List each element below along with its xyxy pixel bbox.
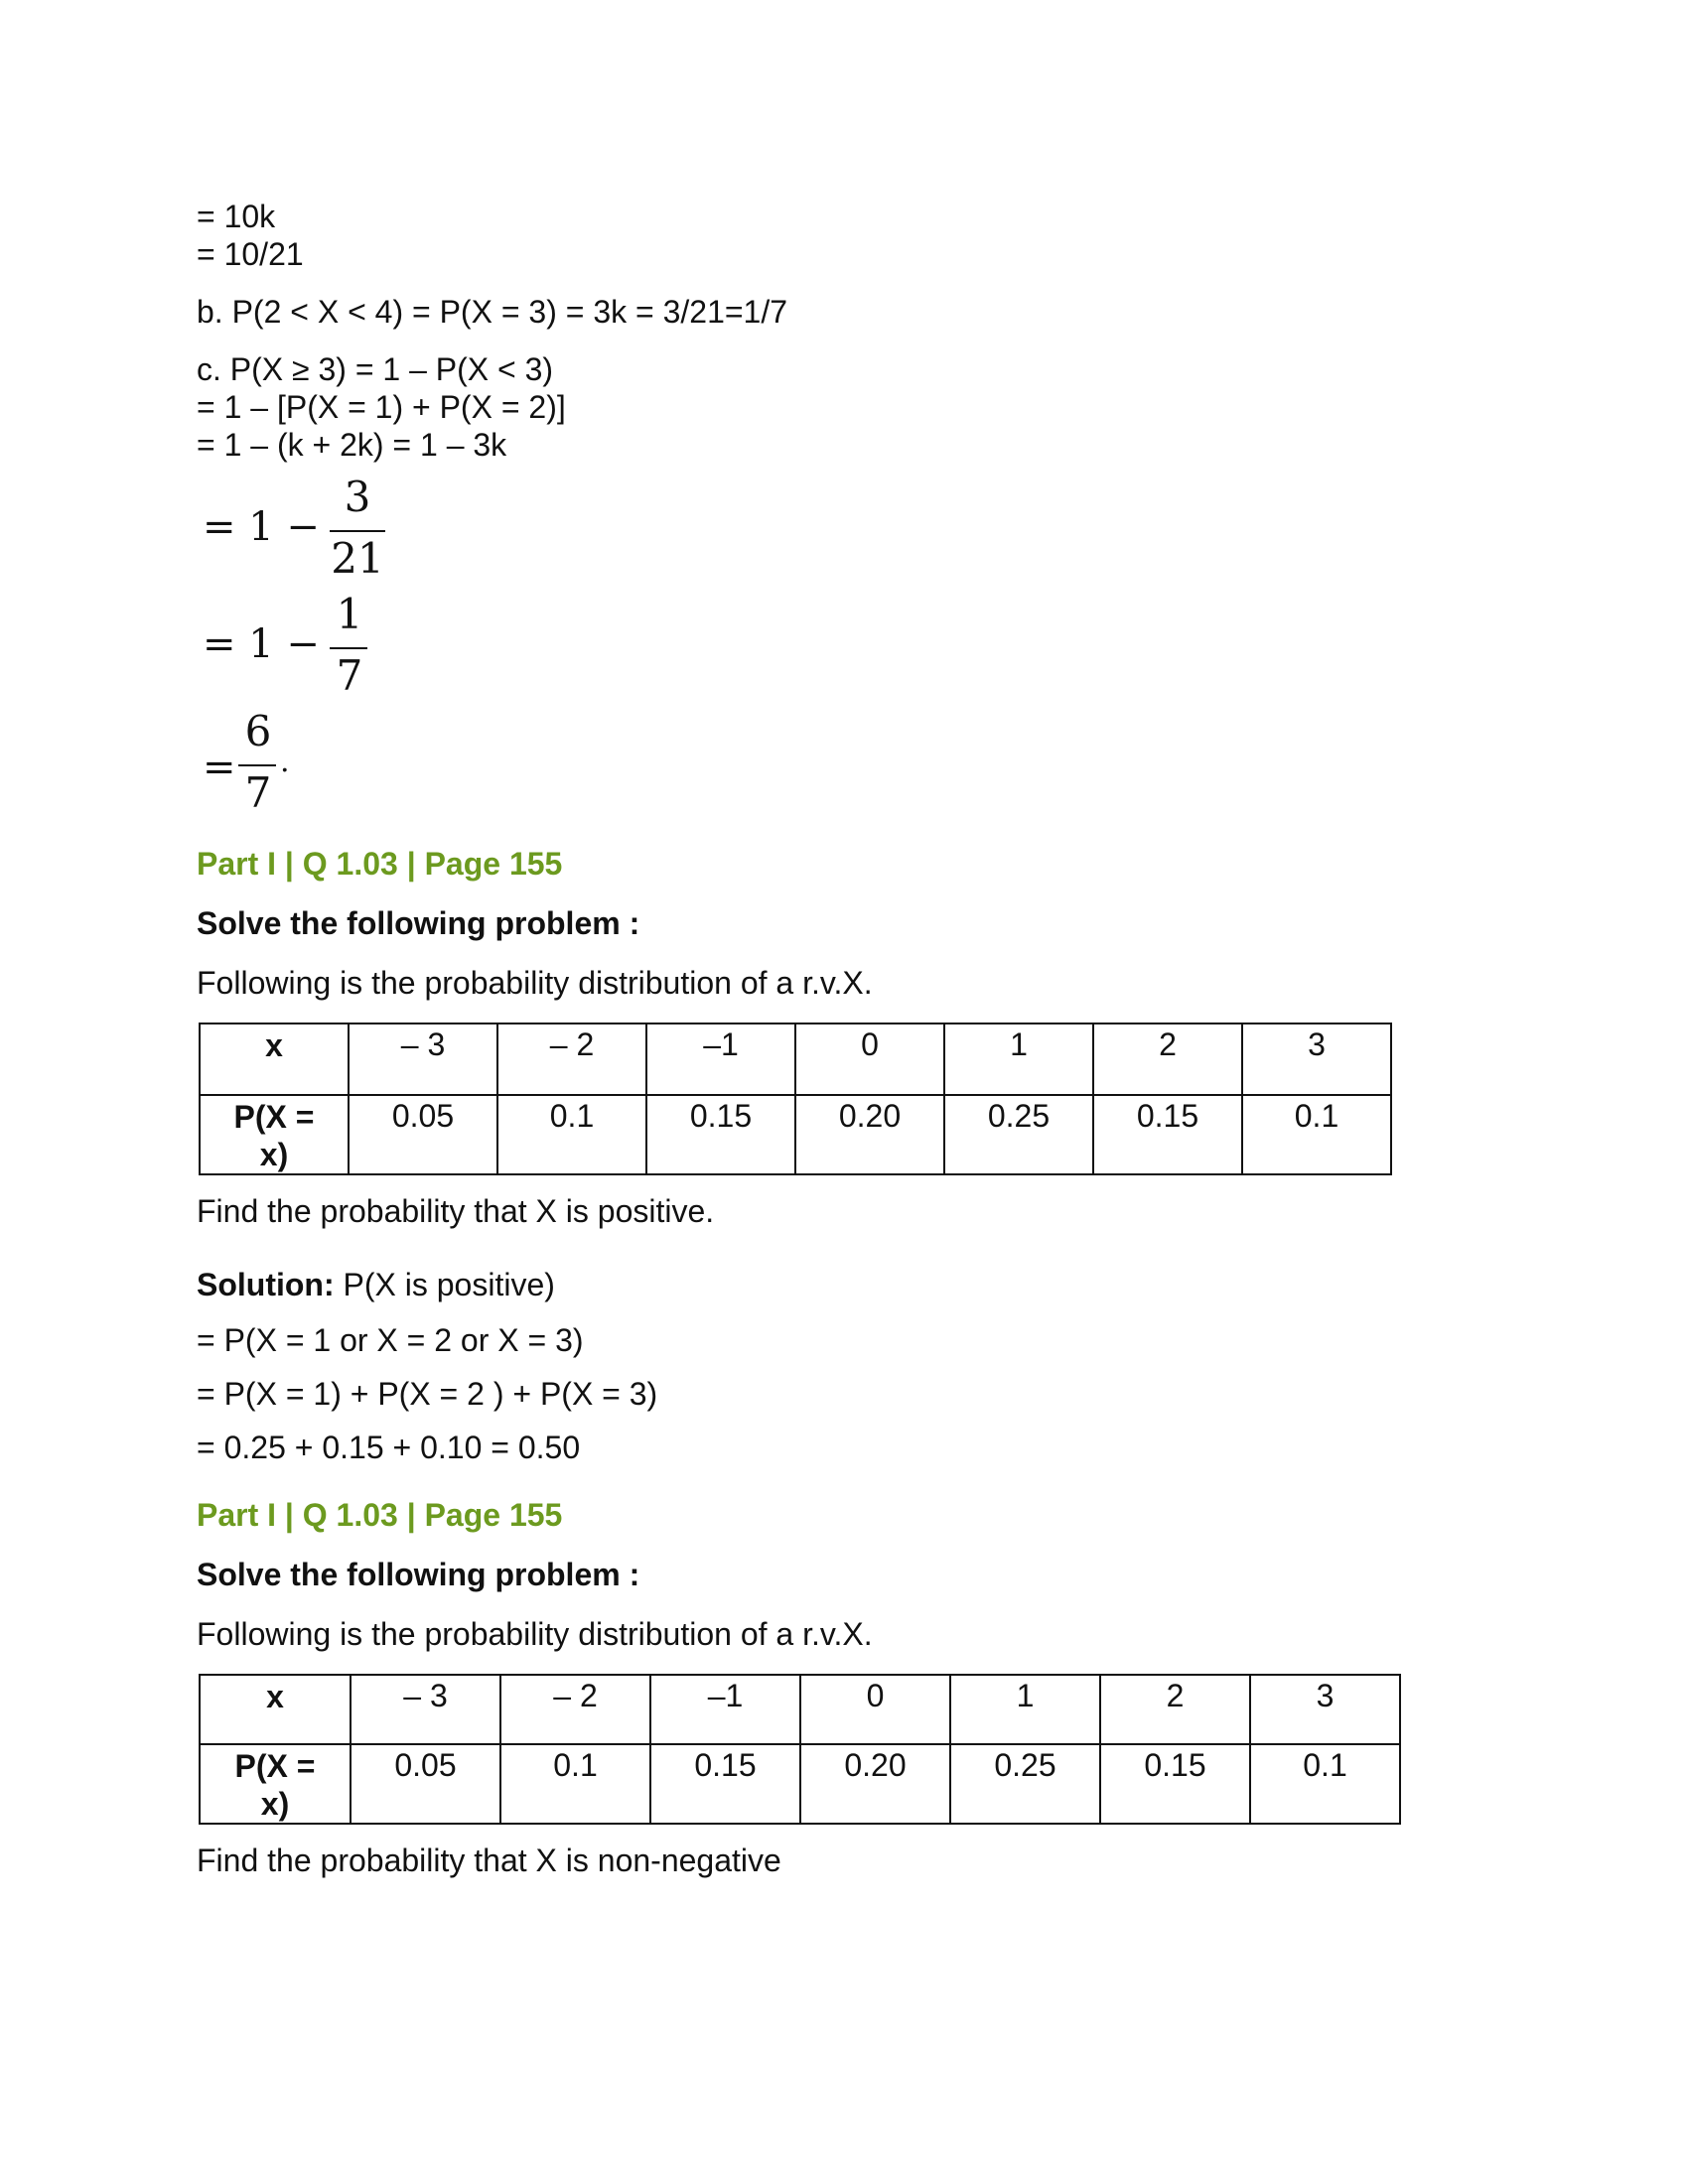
table-cell: 2 [1100,1675,1250,1744]
table-cell: 0.1 [500,1744,650,1824]
question-heading-1: Part I | Q 1.03 | Page 155 [197,846,563,882]
calc-line-2: = 10/21 [197,236,304,272]
table-cell: P(X = x) [200,1095,349,1174]
table-row [200,1095,1391,1174]
table-cell: – 2 [500,1675,650,1744]
fraction-step-1 [203,475,401,594]
fraction-bar [330,530,385,532]
table-row [200,1024,1391,1095]
table-cell: P(X = x) [200,1744,351,1824]
distribution-table-2 [199,1674,1401,1825]
table-cell: 0.15 [1100,1744,1250,1824]
solution-label: Solution: [197,1267,335,1302]
table-cell: x [200,1024,349,1095]
table-cell: 0.15 [646,1095,795,1174]
table-cell: 1 [944,1024,1093,1095]
table-cell: 0.05 [351,1744,500,1824]
solution-line [197,1265,555,1304]
solution-text: P(X is positive) [334,1267,555,1302]
intro-2: Following is the probability distribution of a r.v.X. [197,1616,873,1652]
fraction-denominator: 7 [244,768,272,817]
instruction-2: Solve the following problem : [197,1557,640,1592]
part-c-line-3: = 1 – (k + 2k) = 1 – 3k [197,427,507,463]
table-cell: 0.1 [1250,1744,1400,1824]
question-heading-2: Part I | Q 1.03 | Page 155 [197,1497,563,1533]
question-2-text: Find the probability that X is non-negative [197,1843,781,1878]
solution-step-2: = P(X = 1) + P(X = 2 ) + P(X = 3) [197,1376,658,1412]
fraction-step-3 [203,709,322,828]
table-cell: 0.1 [1242,1095,1391,1174]
table-cell: 3 [1250,1675,1400,1744]
table-cell: 1 [950,1675,1100,1744]
fraction-numerator: 3 [344,473,371,521]
table-cell: 0.25 [944,1095,1093,1174]
table-cell: 0.25 [950,1744,1100,1824]
table-cell: 0 [800,1675,950,1744]
fraction-numerator: 6 [244,707,272,755]
fraction-prefix: = [203,745,236,790]
fraction-denominator: 21 [331,534,384,583]
table-row [200,1744,1400,1824]
table-cell: –1 [646,1024,795,1095]
part-b-line: b. P(2 < X < 4) = P(X = 3) = 3k = 3/21=1/7 [197,294,788,330]
part-c-line-1: c. P(X ≥ 3) = 1 – P(X < 3) [197,351,554,387]
question-1-text: Find the probability that X is positive. [197,1193,715,1229]
fraction-prefix: = 1 − [203,621,320,667]
table-cell: 0.20 [800,1744,950,1824]
table-cell: 0.05 [349,1095,497,1174]
solution-step-3: = 0.25 + 0.15 + 0.10 = 0.50 [197,1430,581,1465]
table-cell: x [200,1675,351,1744]
table-cell: – 3 [351,1675,500,1744]
table-cell: – 3 [349,1024,497,1095]
distribution-table-1 [199,1023,1392,1175]
fraction-bar [238,764,276,766]
fraction-suffix: . [280,745,290,779]
part-c-line-2: = 1 – [P(X = 1) + P(X = 2)] [197,389,566,425]
table-cell: 0.20 [795,1095,944,1174]
table-cell: 3 [1242,1024,1391,1095]
table-cell: 0 [795,1024,944,1095]
instruction-1: Solve the following problem : [197,905,640,941]
solution-step-1: = P(X = 1 or X = 2 or X = 3) [197,1322,584,1358]
calc-line-1: = 10k [197,199,276,234]
table-cell: 0.15 [650,1744,800,1824]
fraction-step-2 [203,592,401,711]
intro-1: Following is the probability distribution of a r.v.X. [197,965,873,1001]
table-cell: –1 [650,1675,800,1744]
table-cell: 0.15 [1093,1095,1242,1174]
table-cell: 2 [1093,1024,1242,1095]
table-cell: 0.1 [497,1095,646,1174]
fraction-prefix: = 1 − [203,504,320,550]
table-cell: – 2 [497,1024,646,1095]
fraction-bar [330,647,367,649]
fraction-denominator: 7 [336,651,363,700]
table-row [200,1675,1400,1744]
fraction-numerator: 1 [336,590,363,638]
